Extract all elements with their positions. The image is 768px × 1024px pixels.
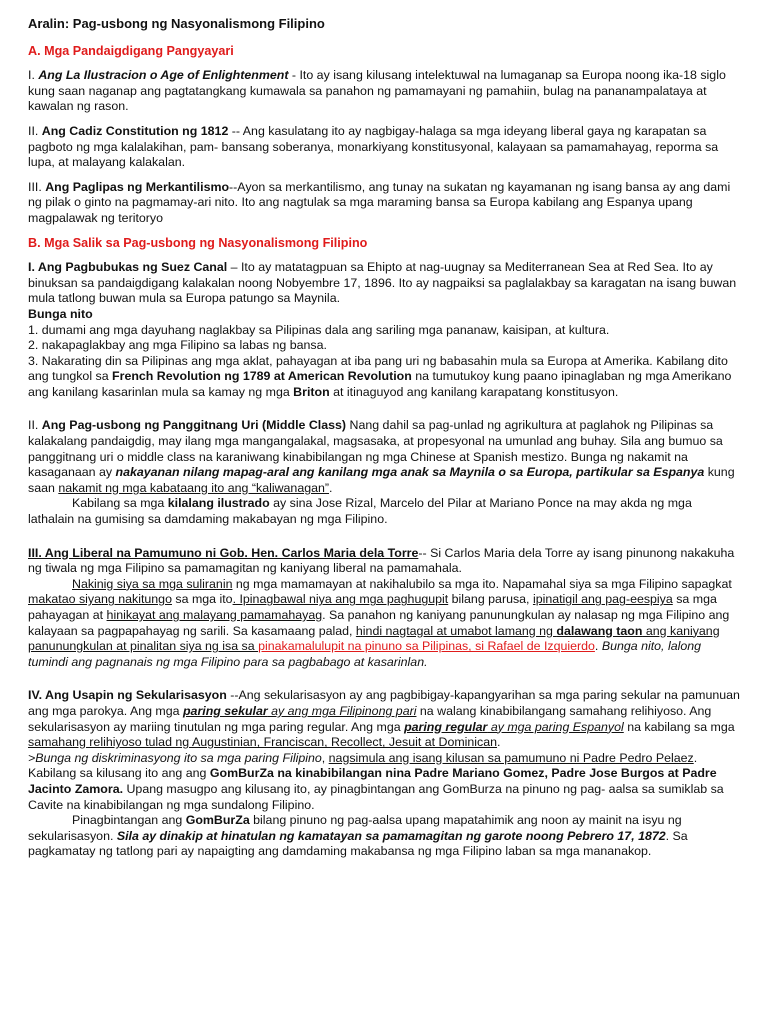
text-enlightenment: - Ito ay isang kilusang intelektuwal na lumaganap sa Europa noong ika-18 siglo kung saan naganap ang pagtatangkang kumawala sa panahon ng pamamayani ng pamahiin, bulag na pananampalataya at kawalan ng rason. xyxy=(28,68,726,114)
text-cadiz: -- Ang kasulatang ito ay nagbigay-halaga sa mga ideyang liberal gaya ng karapatan sa pagboto ng mga kalalakihan, pam- bansang soberanya, monarkiyang konstitusyonal, kalayaan sa pamamahayag, reporma sa lupa, at malayang kalakalan. xyxy=(28,123,719,170)
list-item xyxy=(28,354,740,401)
text-middle-class: . xyxy=(329,480,333,495)
paragraph-enlightenment xyxy=(28,68,740,115)
text-dela-torre: bilang parusa, xyxy=(448,592,533,607)
text-sekularisasyon: na kabilang sa mga xyxy=(623,719,735,734)
paragraph-cadiz xyxy=(28,124,740,171)
block-suez-canal xyxy=(28,260,740,400)
text-sekularisasyon: Upang masugpo ang kilusang ito, ay pinagbintangan ang GomBurza na pinuno ng pag- aalsa sa sumiklab sa Cavite na kinabibilangan ng mga sundalong Filipino. xyxy=(28,781,724,812)
underlined-text: nagsimula ang isang kilusan sa pamumuno ni Padre Pedro Pelaez xyxy=(328,750,694,765)
text-merkantilismo: --Ayon sa merkantilismo, ang tunay na sukatan ng kayamanan ng isang bansa ay ang dami ng pilak o ginto na pagmamay-ari nito. Ito ang nagtulak sa mga maraming bansa sa Europa kabilang ang Espanya upang magpalawak ng teritoryo xyxy=(28,179,731,225)
text-dela-torre: . Sa panahon ng kaniyang panunungkulan ay nalasap ng mga Filipino ang kalayaan sa pagpapahayag ng sarili. Sa kasamaang palad, xyxy=(28,608,730,638)
term-ilustrado: kilalang ilustrado xyxy=(167,496,270,511)
underlined-text: hindi nagtagal at umabot lamang ng xyxy=(355,623,557,638)
paragraph-sekularisasyon xyxy=(28,688,740,750)
text-dela-torre: . xyxy=(594,639,602,654)
term-enlightenment: Ang La Ilustracion o Age of Enlightenment xyxy=(38,68,289,83)
underlined-text: hinikayat ang malayang pamamahayag xyxy=(106,608,323,622)
text-sekularisasyon: bilang pinuno ng pag-aalsa upang mapatahimik ang noon ay mainit na isyu ng sekularisasyon. xyxy=(28,813,682,843)
item-number: II. xyxy=(28,418,42,433)
italic-text: >Bunga ng diskriminasyong ito sa mga paring Filipino xyxy=(28,750,322,765)
paragraph-ilustrado xyxy=(28,496,740,527)
text-dela-torre: -- Si Carlos Maria dela Torre ay isang pinunong nakakuha ng tiwala ng mga Filipino sa pamamagitan ng kaniyang liberal na pamamahala. xyxy=(28,545,735,576)
paragraph-gomburza-2 xyxy=(28,813,740,860)
underlined-text: nakamit ng mga kabataang ito ang “kaliwanagan” xyxy=(58,480,330,495)
page-title: Aralin: Pag-usbong ng Nasyonalismong Filipino xyxy=(28,16,325,31)
underlined-text: . Ipinagbawal niya ang mga paghugupit xyxy=(232,592,449,607)
underlined-text: makatao siyang nakitungo xyxy=(28,592,172,607)
block-middle-class xyxy=(28,418,740,527)
text-sekularisasyon: . xyxy=(693,750,698,765)
underlined-text: ipinatigil ang pag-eespiya xyxy=(532,592,673,607)
paragraph-middle-class xyxy=(28,418,740,496)
item-number: III. xyxy=(28,179,46,194)
paragraph-dela-torre xyxy=(28,546,740,577)
text-sekularisasyon: , xyxy=(321,750,329,765)
text-sekularisasyon: Pinagbintangan ang xyxy=(72,813,186,828)
text-sekularisasyon: . xyxy=(497,735,501,750)
paragraph-merkantilismo xyxy=(28,180,740,227)
block-sekularisasyon xyxy=(28,688,740,860)
list-text: at itinaguyod ang kanilang karapatang konstitusyon. xyxy=(329,384,619,399)
underlined-italic-text: ay ang mga Filipinong pari xyxy=(267,703,417,718)
text-ilustrado: Kabilang sa mga xyxy=(72,496,168,511)
paragraph-pelaez xyxy=(28,751,740,767)
term-sekularisasyon: IV. Ang Usapin ng Sekularisasyon xyxy=(28,688,227,703)
text-ilustrado: ay sina Jose Rizal, Marcelo del Pilar at Mariano Ponce na may akda ng mga lathalain na gumising sa damdaming makabayan ng mga Filipino. xyxy=(28,496,692,527)
term-paring-sekular: paring sekular xyxy=(182,703,268,718)
term-gomburza: GomBurZa na kinabibilangan nina Padre Mariano Gomez, Padre Jose Burgos at Padre Jacinto Zamora. xyxy=(28,766,717,796)
section-a-heading: A. Mga Pandaigdigang Pangyayari xyxy=(28,43,234,58)
list-item: 2. nakapaglakbay ang mga Filipino sa labas ng bansa. xyxy=(28,338,327,353)
underlined-text: samahang relihiyoso tulad ng Augustinian, Franciscan, Recollect, Jesuit at Dominican xyxy=(28,735,498,750)
underlined-text: Nakinig siya sa mga suliranin xyxy=(72,576,233,591)
text-middle-class: Nang dahil sa pag-unlad ng agrikultura at paglahok ng Pilipinas sa kalakalang pandaigdig, may ilang mga mangangalakal, magsasaka, at propesyonal na umunlad ang buhay. Sila ang bumuo sa panggitnang uri o middle class na karaniwang kinabibilangan ng mga Chinese at Spanish mestizo. Bunga ng nakamit na kasaganaan ay xyxy=(28,418,723,480)
term-briton: Briton xyxy=(293,384,330,399)
text-sekularisasyon: . Sa pagkamatay ng tatlong pari ay napaigting ang damdaming makabansa ng mga Filipino laban sa mga mananakop. xyxy=(28,828,688,859)
term-middle-class: Ang Pag-usbong ng Panggitnang Uri (Middle Class) xyxy=(41,418,347,433)
paragraph-dela-torre-2 xyxy=(28,577,740,671)
block-dela-torre xyxy=(28,546,740,671)
underlined-italic-text: ay mga paring Espanyol xyxy=(487,719,624,734)
term-gomburza: GomBurZa xyxy=(185,813,250,828)
text-suez: – Ito ay matatagpuan sa Ehipto at nag-uugnay sa Mediterranean Sea at Red Sea. Ito ay binuksan sa pandaigdigang kalakalan noong Nobyembre 17, 1896. Ito ay nagpaiksi sa paglalakbay sa karagatan na isang buwan mula tatlong buwan mula sa Europa patungo sa Maynila. xyxy=(28,260,737,306)
red-underlined-text: pinakamalulupit na pinuno sa Pilipinas, si Rafael de Izquierdo xyxy=(258,639,595,654)
text-dela-torre: sa mga pahayagan at xyxy=(28,592,717,622)
text-sekularisasyon: na walang kinabibilangang samahang relihiyoso. Ang sekularisasyon ay mariing tinutulan ng mga paring regular. Ang mga xyxy=(28,703,712,734)
bunga-label: Bunga nito xyxy=(28,306,93,321)
underlined-text: ang kaniyang panunungkulan at pinalitan siya ng isa sa xyxy=(28,623,720,654)
emphasis-text: Sila ay dinakip at hinatulan ng kamatayan sa pamamagitan ng garote noong Pebrero 17, 1872 xyxy=(116,828,666,843)
term-dela-torre: III. Ang Liberal na Pamumuno ni Gob. Hen. Carlos Maria dela Torre xyxy=(28,545,419,560)
text-dela-torre: ng mga mamamayan at nakihalubilo sa mga ito. Napamahal siya sa mga Filipino sapagkat xyxy=(232,576,732,591)
paragraph-suez xyxy=(28,260,740,307)
list-item: 1. dumami ang mga dayuhang naglakbay sa Pilipinas dala ang sariling mga pananaw, kaisipan, at kultura. xyxy=(28,322,610,337)
term-dalawang-taon: dalawang taon xyxy=(556,623,643,638)
item-number: I. xyxy=(28,68,39,83)
list-text: na tumutukoy kung paano ipinaglaban ng mga Amerikano ang kanilang kasarinlan mula sa kamay ng mga xyxy=(28,369,732,399)
term-paring-regular: paring regular xyxy=(404,719,488,734)
text-sekularisasyon: Kabilang sa kilusang ito ang ang xyxy=(28,766,210,781)
paragraph-gomburza xyxy=(28,766,740,813)
item-number: II. xyxy=(28,123,42,138)
text-dela-torre: sa mga ito xyxy=(171,592,233,607)
text-sekularisasyon: --Ang sekularisasyon ay ang pagbibigay-kapangyarihan sa mga paring sekular na pamunuan ang mga parokya. Ang mga xyxy=(28,688,740,718)
term-cadiz: Ang Cadiz Constitution ng 1812 xyxy=(41,123,229,138)
term-revolutions: French Revolution ng 1789 at American Revolution xyxy=(112,369,412,384)
list-text: 3. Nakarating din sa Pilipinas ang mga aklat, pahayagan at iba pang uri ng babasahin mula sa Europa at Amerika. Kabilang dito ang tungkol sa xyxy=(28,353,728,384)
term-merkantilismo: Ang Paglipas ng Merkantilismo xyxy=(45,179,230,194)
text-middle-class: kung saan xyxy=(28,465,735,495)
term-suez: I. Ang Pagbubukas ng Suez Canal xyxy=(28,260,228,275)
emphasis-text: nakayanan nilang mapag-aral ang kanilang mga anak sa Maynila o sa Europa, partikular sa Espanya xyxy=(115,465,705,480)
section-b-heading: B. Mga Salik sa Pag-usbong ng Nasyonalismong Filipino xyxy=(28,235,368,250)
italic-text: Bunga nito, lalong tumindi ang pagnanais ng mga Filipino para sa pagbabago at kasarinlan. xyxy=(28,639,702,669)
